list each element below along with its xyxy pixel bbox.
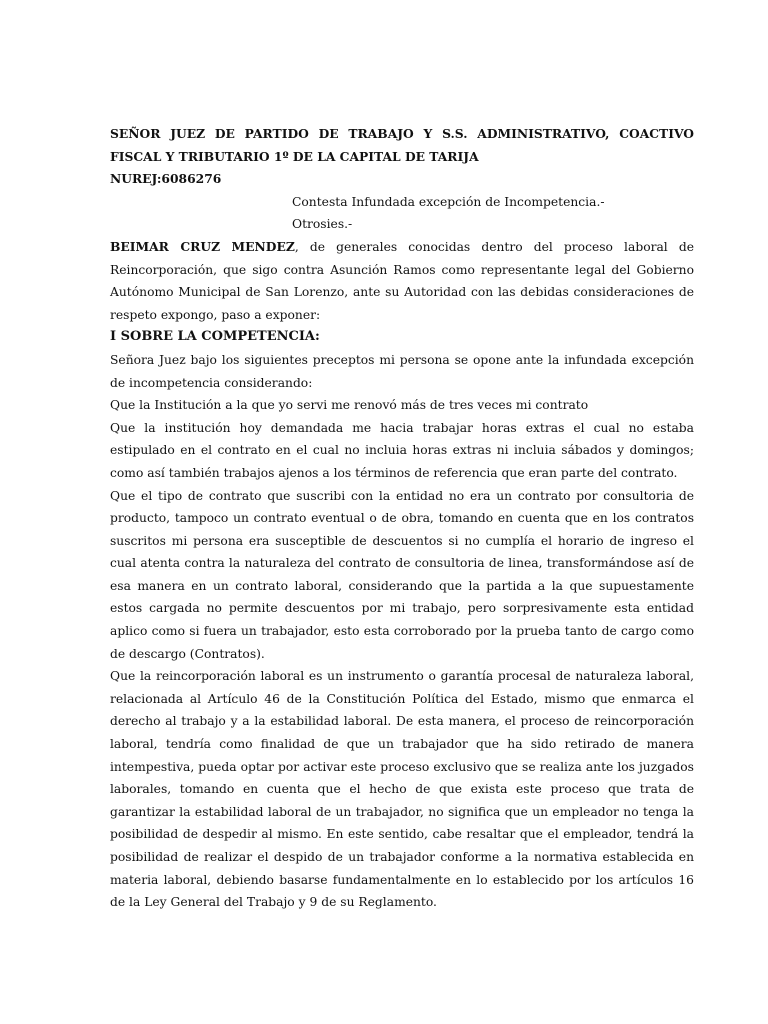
- subject-line: Otrosies.-: [292, 217, 353, 232]
- subject-line: Contesta Infundada excepción de Incompetencia.-: [292, 194, 605, 209]
- body-paragraph: Señora Juez bajo los siguientes preceptos mi persona se opone ante la infundada excepción de incompetencia considerando:: [110, 352, 694, 390]
- body-paragraph: Que el tipo de contrato que suscribi con la entidad no era un contrato por consultoria de producto, tampoco un contrato eventual o de obra, tomando en cuenta que en los contratos suscritos mi persona era susceptible de descuentos si no cumplía el horario de ingreso el cual atenta contra la naturaleza del contrato de consultoria de linea, transformándose así de esa manera en un contrato laboral, considerando que la partida a la que supuestamente estos cargada no permite descuentos por mi trabajo, pero sorpresivamente esta entidad aplico como si fuera un trabajador, esto esta corroborado por la prueba tanto de cargo como de descargo (Contratos).: [110, 488, 694, 661]
- section-title: I SOBRE LA COMPETENCIA:: [110, 329, 320, 345]
- body-paragraph: Que la institución hoy demandada me hacia trabajar horas extras el cual no estaba estipulado en el contrato en el cual no incluia horas extras ni incluia sábados y domingos; como así también trabajos ajenos a los términos de referencia que eran parte del contrato.: [110, 420, 694, 480]
- court-heading: SEÑOR JUEZ DE PARTIDO DE TRABAJO Y S.S. ADMINISTRATIVO, COACTIVO FISCAL Y TRIBUTARIO 1º DE LA CAPITAL DE TARIJA: [110, 126, 694, 164]
- document-body: [110, 123, 694, 914]
- subject-block: [292, 191, 694, 236]
- nurej-reference: NUREJ:6086276: [110, 171, 222, 187]
- plaintiff-name: BEIMAR CRUZ MENDEZ: [110, 238, 295, 254]
- intro-text: , de generales conocidas dentro del proceso laboral de Reincorporación, que sigo contra Asunción Ramos como representante legal del Gobierno Autónomo Municipal de San Lorenzo, ante su Autoridad con las debidas consideraciones de respeto expongo, paso a exponer:: [110, 239, 694, 322]
- intro-paragraph: [110, 236, 694, 326]
- body-paragraph: Que la Institución a la que yo servi me renovó más de tres veces mi contrato: [110, 398, 589, 413]
- body-paragraph: Que la reincorporación laboral es un instrumento o garantía procesal de naturaleza laboral, relacionada al Artículo 46 de la Constitución Política del Estado, mismo que enmarca el derecho al trabajo y a la estabilidad laboral. De esta manera, el proceso de reincorporación laboral, tendría como finalidad de que un trabajador que ha sido retirado de manera intempestiva, pueda optar por activar este proceso exclusivo que se realiza ante los juzgados laborales, tomando en cuenta que el hecho de que exista este proceso que trata de garantizar la estabilidad laboral de un trabajador, no significa que un empleador no tenga la posibilidad de despedir al mismo. En este sentido, cabe resaltar que el empleador, tendrá la posibilidad de realizar el despido de un trabajador conforme a la normativa establecida en materia laboral, debiendo basarse fundamentalmente en lo establecido por los artículos 16 de la Ley General del Trabajo y 9 de su Reglamento.: [110, 669, 694, 910]
